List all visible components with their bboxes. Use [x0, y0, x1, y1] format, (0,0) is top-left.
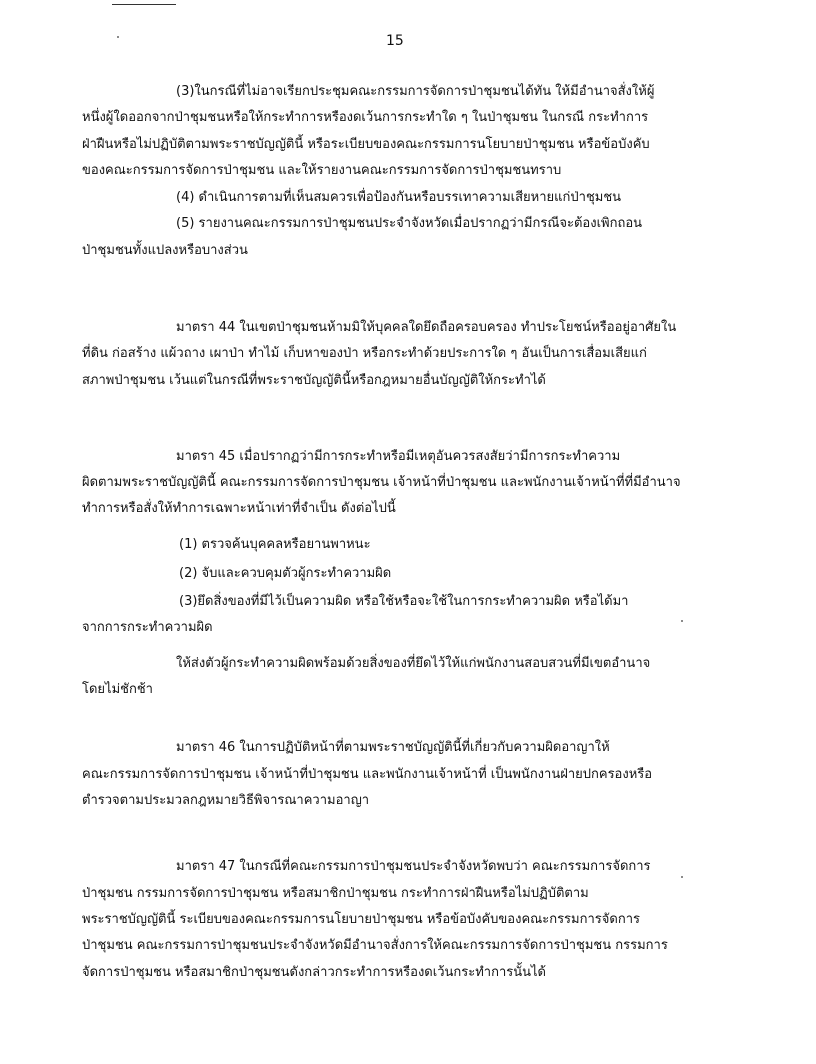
text-line: ฝ่าฝืนหรือไม่ปฏิบัติตามพระราชบัญญัตินี้ หรือระเบียบของคณะกรรมการนโยบายป่าชุมชน หรือข้อบังคับ	[82, 137, 650, 152]
page-number: 15	[386, 33, 404, 49]
text-line: (3)ยึดสิ่งของที่มีไว้เป็นความผิด หรือใช้หรือจะใช้ในการกระทำความผิด หรือได้มา	[179, 594, 629, 609]
text-line: ให้ส่งตัวผู้กระทำความผิดพร้อมด้วยสิ่งของที่ยึดไว้ให้แก่พนักงานสอบสวนที่มีเขตอำนาจ	[176, 656, 651, 671]
text-line: ของคณะกรรมการจัดการป่าชุมชน และให้รายงานคณะกรรมการจัดการป่าชุมชนทราบ	[82, 163, 562, 178]
section-47-line: มาตรา 47 ในกรณีที่คณะกรรมการป่าชุมชนประจำจังหวัดพบว่า คณะกรรมการจัดการ	[176, 859, 651, 874]
scan-speck	[681, 620, 683, 622]
header-rule	[112, 4, 176, 5]
text-line: (3)ในกรณีที่ไม่อาจเรียกประชุมคณะกรรมการจัดการป่าชุมชนได้ทัน ให้มีอำนาจสั่งให้ผู้	[176, 84, 655, 99]
text-line: พระราชบัญญัตินี้ ระเบียบของคณะกรรมการนโยบายป่าชุมชน หรือข้อบังคับของคณะกรรมการจัดการ	[82, 912, 640, 927]
section-46-line: มาตรา 46 ในการปฏิบัติหน้าที่ตามพระราชบัญญัตินี้ที่เกี่ยวกับความผิดอาญาให้	[176, 740, 610, 755]
text-line: ตำรวจตามประมวลกฎหมายวิธีพิจารณาความอาญา	[82, 793, 370, 808]
text-line: ที่ดิน ก่อสร้าง แผ้วถาง เผาป่า ทำไม้ เก็บหาของป่า หรือกระทำด้วยประการใด ๆ อันเป็นการเสื่อมเสียแก่	[82, 346, 647, 361]
text-line: (5) รายงานคณะกรรมการป่าชุมชนประจำจังหวัดเมื่อปรากฏว่ามีกรณีจะต้องเพิกถอน	[176, 216, 643, 231]
text-line: (2) จับและควบคุมตัวผู้กระทำความผิด	[179, 566, 392, 581]
text-line: (4) ดำเนินการตามที่เห็นสมควรเพื่อป้องกันหรือบรรเทาความเสียหายแก่ป่าชุมชน	[176, 190, 622, 205]
text-line: (1) ตรวจค้นบุคคลหรือยานพาหนะ	[179, 537, 371, 552]
text-line: จากการกระทำความผิด	[82, 620, 213, 635]
text-line: หนึ่งผู้ใดออกจากป่าชุมชนหรือให้กระทำการหรืองดเว้นการกระทำใด ๆ ในป่าชุมชน ในกรณี กระทำการ	[82, 110, 649, 125]
text-line: ป่าชุมชน คณะกรรมการป่าชุมชนประจำจังหวัดมีอำนาจสั่งการให้คณะกรรมการจัดการป่าชุมชน กรรมการ	[82, 938, 668, 953]
text-line: จัดการป่าชุมชน หรือสมาชิกป่าชุมชนดังกล่าวกระทำการหรืองดเว้นกระทำการนั้นได้	[82, 965, 546, 980]
scan-speck	[117, 36, 119, 38]
section-44-line: มาตรา 44 ในเขตป่าชุมชนห้ามมิให้บุคคลใดยึดถือครอบครอง ทำประโยชน์หรืออยู่อาศัยใน	[176, 320, 677, 335]
text-line: โดยไม่ชักช้า	[82, 682, 153, 697]
section-45-line: มาตรา 45 เมื่อปรากฏว่ามีการกระทำหรือมีเหตุอันควรสงสัยว่ามีการกระทำความ	[176, 449, 621, 464]
text-line: ป่าชุมชนทั้งแปลงหรือบางส่วน	[82, 243, 248, 258]
text-line: สภาพป่าชุมชน เว้นแต่ในกรณีที่พระราชบัญญัตินี้หรือกฎหมายอื่นบัญญัติให้กระทำได้	[82, 373, 546, 388]
text-line: ทำการหรือสั่งให้ทำการเฉพาะหน้าเท่าที่จำเป็น ดังต่อไปนี้	[82, 501, 396, 516]
text-line: ป่าชุมชน กรรมการจัดการป่าชุมชน หรือสมาชิกป่าชุมชน กระทำการฝ่าฝืนหรือไม่ปฏิบัติตาม	[82, 886, 589, 901]
text-line: คณะกรรมการจัดการป่าชุมชน เจ้าหน้าที่ป่าชุมชน และพนักงานเจ้าหน้าที่ เป็นพนักงานฝ่ายปกครองหรือ	[82, 767, 653, 782]
text-line: ผิดตามพระราชบัญญัตินี้ คณะกรรมการจัดการป่าชุมชน เจ้าหน้าที่ป่าชุมชน และพนักงานเจ้าหน้าที่ที่มีอำนาจ	[82, 475, 681, 490]
scan-speck	[681, 876, 683, 878]
